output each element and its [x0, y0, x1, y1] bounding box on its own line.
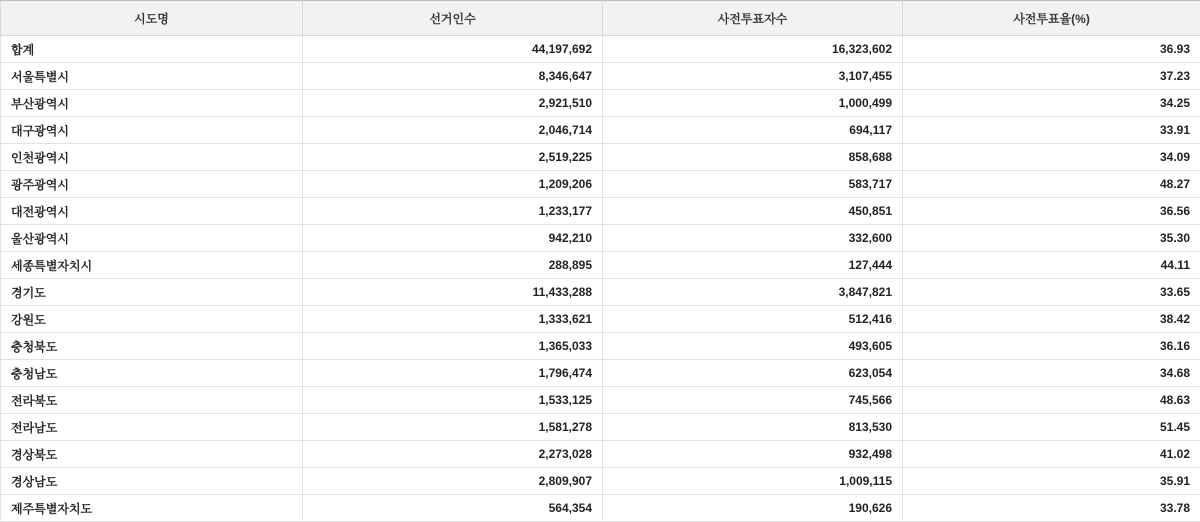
cell-early-voters: 623,054 [603, 360, 903, 387]
cell-electors: 44,197,692 [303, 36, 603, 63]
cell-electors: 2,519,225 [303, 144, 603, 171]
cell-early-voters: 16,323,602 [603, 36, 903, 63]
cell-region: 부산광역시 [1, 90, 303, 117]
column-header-electors: 선거인수 [303, 1, 603, 36]
cell-region: 합계 [1, 36, 303, 63]
cell-early-voters: 493,605 [603, 333, 903, 360]
cell-early-rate: 37.23 [903, 63, 1200, 90]
cell-electors: 2,273,028 [303, 441, 603, 468]
table-row [1, 225, 1200, 252]
cell-electors: 1,233,177 [303, 198, 603, 225]
table-row [1, 306, 1200, 333]
cell-early-rate: 33.91 [903, 117, 1200, 144]
cell-region: 경기도 [1, 279, 303, 306]
table-row [1, 90, 1200, 117]
table-row [1, 63, 1200, 90]
cell-early-rate: 41.02 [903, 441, 1200, 468]
cell-region: 경상남도 [1, 468, 303, 495]
table-row [1, 279, 1200, 306]
cell-early-voters: 694,117 [603, 117, 903, 144]
cell-early-voters: 932,498 [603, 441, 903, 468]
table-row [1, 360, 1200, 387]
cell-early-rate: 36.56 [903, 198, 1200, 225]
cell-electors: 1,533,125 [303, 387, 603, 414]
table-header [1, 1, 1200, 36]
cell-region: 충청북도 [1, 333, 303, 360]
cell-early-rate: 34.25 [903, 90, 1200, 117]
cell-region: 전라북도 [1, 387, 303, 414]
cell-early-rate: 36.16 [903, 333, 1200, 360]
cell-region: 대전광역시 [1, 198, 303, 225]
table-row [1, 144, 1200, 171]
cell-early-rate: 33.65 [903, 279, 1200, 306]
cell-electors: 11,433,288 [303, 279, 603, 306]
table-row [1, 117, 1200, 144]
cell-region: 강원도 [1, 306, 303, 333]
column-header-early-voters: 사전투표자수 [603, 1, 903, 36]
cell-region: 광주광역시 [1, 171, 303, 198]
cell-early-voters: 190,626 [603, 495, 903, 522]
cell-early-voters: 1,000,499 [603, 90, 903, 117]
cell-early-voters: 450,851 [603, 198, 903, 225]
table-body [1, 36, 1200, 522]
cell-electors: 942,210 [303, 225, 603, 252]
cell-electors: 1,209,206 [303, 171, 603, 198]
cell-early-rate: 33.78 [903, 495, 1200, 522]
cell-electors: 1,333,621 [303, 306, 603, 333]
table-row [1, 333, 1200, 360]
cell-electors: 1,796,474 [303, 360, 603, 387]
cell-electors: 2,809,907 [303, 468, 603, 495]
table-row [1, 171, 1200, 198]
table-row [1, 252, 1200, 279]
cell-early-voters: 745,566 [603, 387, 903, 414]
column-header-region: 시도명 [1, 1, 303, 36]
cell-region: 충청남도 [1, 360, 303, 387]
cell-early-rate: 35.30 [903, 225, 1200, 252]
cell-region: 서울특별시 [1, 63, 303, 90]
cell-early-voters: 3,107,455 [603, 63, 903, 90]
cell-early-voters: 583,717 [603, 171, 903, 198]
cell-electors: 288,895 [303, 252, 603, 279]
cell-electors: 2,921,510 [303, 90, 603, 117]
cell-early-rate: 48.27 [903, 171, 1200, 198]
cell-region: 대구광역시 [1, 117, 303, 144]
cell-early-rate: 38.42 [903, 306, 1200, 333]
cell-early-voters: 813,530 [603, 414, 903, 441]
cell-early-voters: 512,416 [603, 306, 903, 333]
table-row [1, 468, 1200, 495]
table-row [1, 387, 1200, 414]
table-row [1, 414, 1200, 441]
cell-early-rate: 34.09 [903, 144, 1200, 171]
cell-early-voters: 1,009,115 [603, 468, 903, 495]
cell-electors: 1,581,278 [303, 414, 603, 441]
cell-early-voters: 332,600 [603, 225, 903, 252]
cell-early-rate: 36.93 [903, 36, 1200, 63]
cell-early-rate: 35.91 [903, 468, 1200, 495]
table-header-row [1, 1, 1200, 36]
cell-early-rate: 34.68 [903, 360, 1200, 387]
cell-region: 세종특별자치시 [1, 252, 303, 279]
cell-region: 울산광역시 [1, 225, 303, 252]
cell-electors: 1,365,033 [303, 333, 603, 360]
table-row [1, 495, 1200, 522]
cell-region: 전라남도 [1, 414, 303, 441]
table-row [1, 36, 1200, 63]
cell-early-voters: 3,847,821 [603, 279, 903, 306]
table-row [1, 198, 1200, 225]
cell-early-rate: 51.45 [903, 414, 1200, 441]
cell-early-voters: 858,688 [603, 144, 903, 171]
cell-region: 제주특별자치도 [1, 495, 303, 522]
cell-early-voters: 127,444 [603, 252, 903, 279]
column-header-early-rate: 사전투표율(%) [903, 1, 1200, 36]
cell-electors: 2,046,714 [303, 117, 603, 144]
cell-region: 인천광역시 [1, 144, 303, 171]
cell-region: 경상북도 [1, 441, 303, 468]
table-row [1, 441, 1200, 468]
cell-early-rate: 44.11 [903, 252, 1200, 279]
cell-electors: 564,354 [303, 495, 603, 522]
cell-early-rate: 48.63 [903, 387, 1200, 414]
cell-electors: 8,346,647 [303, 63, 603, 90]
